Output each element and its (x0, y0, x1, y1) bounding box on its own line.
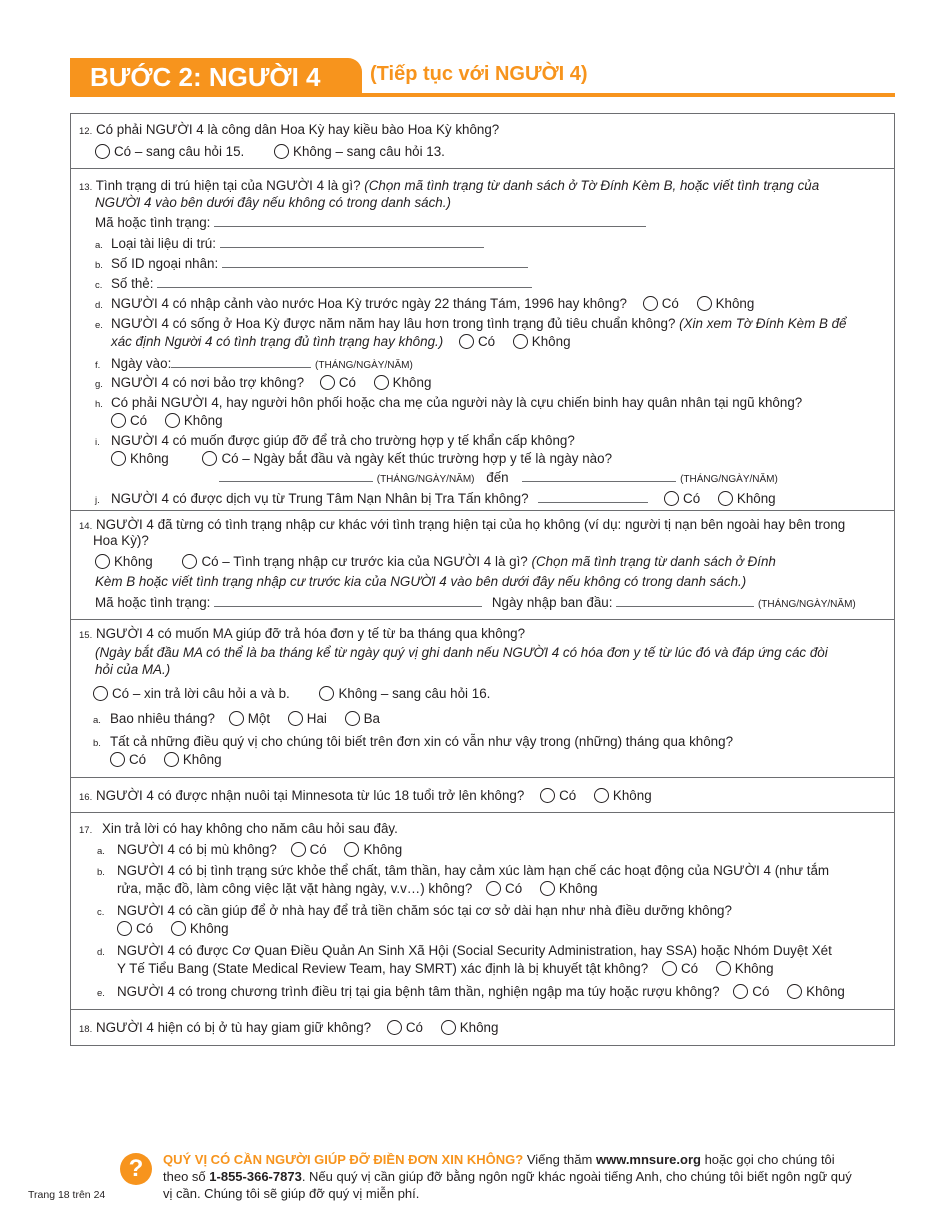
entry-date-field[interactable] (616, 594, 754, 607)
question-13g-text: NGƯỜI 4 có nơi bảo trợ không? (111, 375, 305, 390)
radio-yes[interactable] (95, 144, 110, 159)
question-number: 13. (79, 182, 93, 193)
radio-no-label: Không (183, 413, 223, 428)
radio-no-label: Không (130, 451, 169, 466)
question-17b-text-cont: rửa, mặc đồ, làm công việc lặt vặt hàng ngày, v.v…) không? (117, 881, 473, 896)
code-status-label: Mã hoặc tình trạng: (95, 215, 211, 230)
item-letter: f. (95, 360, 101, 371)
question-text: Tình trạng di trú hiện tại của NGƯỜI 4 là gì? (95, 178, 361, 193)
radio-no[interactable] (164, 752, 179, 767)
radio-no[interactable] (540, 881, 555, 896)
radio-no-label: Không (736, 491, 776, 506)
help-call: hoặc gọi cho chúng tôi theo số (163, 1152, 835, 1184)
radio-no-label: Không (189, 921, 229, 936)
help-notice (163, 1151, 863, 1202)
radio-no[interactable] (513, 334, 528, 349)
radio-yes[interactable] (111, 413, 126, 428)
question-note-cont: Kèm B hoặc viết tình trạng nhập cư trước kia của NGƯỜI 4 vào bên dưới đây nếu không có trong danh sách.) (95, 574, 747, 589)
question-17d-text-cont: Y Tế Tiểu Bang (State Medical Review Team, hay SMRT) xác định là bị khuyết tật không? (117, 961, 649, 976)
help-visit: Viếng thăm (526, 1152, 593, 1167)
radio-yes[interactable] (320, 375, 335, 390)
radio-yes-label: Có – xin trả lời câu hỏi a và b. (112, 686, 290, 701)
radio-no-label: Không (392, 375, 432, 390)
doc-type-field[interactable] (220, 235, 484, 248)
emergency-end-field[interactable] (522, 469, 676, 482)
radio-yes-label: Có (129, 752, 147, 767)
question-note: (Ngày bắt đầu MA có thể là ba tháng kể từ ngày quý vị ghi danh nếu NGƯỜI 4 có hóa đơn y tế từ lúc đó và đáp ứng các đòi (95, 645, 828, 660)
question-13e-note: (Xin xem Tờ Đính Kèm B để (679, 316, 847, 331)
question-17c-text: NGƯỜI 4 có cần giúp để ở nhà hay để trả tiền chăm sóc tại cơ sở dài hạn như nhà điều dưỡng không? (117, 903, 732, 918)
radio-no[interactable] (594, 788, 609, 803)
radio-no[interactable] (787, 984, 802, 999)
radio-yes[interactable] (459, 334, 474, 349)
radio-yes[interactable] (664, 491, 679, 506)
help-website-link[interactable]: www.mnsure.org (595, 1152, 701, 1167)
question-15 (71, 620, 894, 778)
item-letter: h. (95, 399, 103, 410)
question-17 (71, 813, 894, 1010)
radio-no-label: Không – sang câu hỏi 16. (338, 686, 491, 701)
radio-yes[interactable] (733, 984, 748, 999)
question-17d-text: NGƯỜI 4 có được Cơ Quan Điều Quản An Sinh Xã Hội (Social Security Administration, hay SSA) hoặc Nhóm Duyệt Xét (117, 943, 832, 958)
page-number: Trang 18 trên 24 (28, 1189, 106, 1201)
help-heading: QUÝ VỊ CÓ CẦN NGƯỜI GIÚP ĐỠ ĐIỀN ĐƠN XIN KHÔNG? (163, 1152, 524, 1167)
radio-no[interactable] (165, 413, 180, 428)
item-letter: a. (97, 846, 105, 857)
radio-no[interactable] (171, 921, 186, 936)
radio-yes-label: Có – sang câu hỏi 15. (114, 144, 245, 159)
question-16 (71, 778, 894, 813)
radio-yes-label: Có (309, 842, 327, 857)
radio-no-label: Không (806, 984, 845, 999)
question-number: 12. (79, 126, 93, 137)
question-17a-text: NGƯỜI 4 có bị mù không? (117, 842, 277, 857)
item-letter: c. (97, 907, 105, 918)
question-17e-text: NGƯỜI 4 có trong chương trình điều trị tại gia bệnh tâm thần, nghiện ngập ma túy hoặc rượu không? (117, 984, 720, 999)
radio-three[interactable] (345, 711, 360, 726)
radio-no[interactable] (716, 961, 731, 976)
item-letter: b. (95, 260, 103, 271)
doc-type-label: Loại tài liệu di trú: (111, 236, 216, 251)
question-text-cont: Hoa Kỳ)? (93, 533, 149, 548)
item-letter: j. (95, 495, 100, 506)
item-letter: i. (95, 437, 100, 448)
question-number: 15. (79, 630, 93, 641)
radio-yes[interactable] (93, 686, 108, 701)
radio-no-label: Không (182, 752, 222, 767)
radio-no-label: Không (459, 1020, 499, 1035)
radio-yes-label: Có (680, 961, 699, 976)
card-number-label: Số thẻ: (111, 276, 154, 291)
page-subtitle: (Tiếp tục với NGƯỜI 4) (370, 63, 588, 85)
question-number: 18. (79, 1024, 93, 1035)
radio-yes-label: Có (661, 296, 679, 311)
radio-yes[interactable] (117, 921, 132, 936)
radio-no[interactable] (111, 451, 126, 466)
item-letter: d. (95, 300, 103, 311)
date-format-hint: (THÁNG/NGÀY/NĂM) (315, 360, 413, 371)
item-letter: a. (95, 240, 103, 251)
torture-center-field[interactable] (538, 490, 648, 503)
question-18 (71, 1010, 894, 1046)
item-letter: g. (95, 379, 103, 390)
question-12 (71, 114, 894, 169)
radio-yes[interactable] (643, 296, 658, 311)
question-text: Xin trả lời có hay không cho năm câu hỏi sau đây. (101, 821, 398, 836)
radio-no-label: Không (114, 554, 153, 569)
code-status-field[interactable] (214, 214, 646, 227)
radio-no[interactable] (441, 1020, 456, 1035)
radio-no-label: Không (363, 842, 403, 857)
form-table (70, 113, 895, 1046)
radio-yes-label: Có – Tình trạng nhập cư trước kia của NGƯỜI 4 là gì? (201, 554, 528, 569)
to-label: đến (486, 470, 509, 485)
question-note-cont: hỏi của MA.) (95, 662, 171, 677)
question-13i-text: NGƯỜI 4 có muốn được giúp đỡ để trả cho trường hợp y tế khẩn cấp không? (111, 433, 575, 448)
radio-yes[interactable] (182, 554, 197, 569)
radio-no[interactable] (374, 375, 389, 390)
radio-no-label: Không (734, 961, 774, 976)
emergency-start-field[interactable] (219, 469, 373, 482)
radio-yes[interactable] (387, 1020, 402, 1035)
help-question-icon: ? (120, 1153, 152, 1185)
radio-one-label: Một (247, 711, 271, 726)
question-number: 16. (79, 792, 93, 803)
question-13 (71, 169, 894, 511)
code-status-label: Mã hoặc tình trạng: (95, 595, 211, 610)
radio-no[interactable] (344, 842, 359, 857)
header-rule (70, 93, 895, 97)
question-17b-text: NGƯỜI 4 có bị tình trạng sức khỏe thể chất, tâm thần, hay cảm xúc làm hạn chế các hoạt động của NGƯỜI 4 (như tắm (117, 863, 830, 878)
item-letter: b. (93, 738, 101, 749)
radio-no-label: Không (531, 334, 571, 349)
question-number: 14. (79, 521, 93, 532)
radio-yes[interactable] (662, 961, 677, 976)
radio-yes[interactable] (202, 451, 217, 466)
entry-date-label: Ngày vào: (111, 356, 172, 371)
question-note: (Chọn mã tình trạng từ danh sách ở Tờ Đính Kèm B, hoặc viết tình trạng của (364, 178, 820, 193)
radio-no-label: Không (558, 881, 598, 896)
radio-yes-label: Có (130, 413, 148, 428)
radio-no[interactable] (319, 686, 334, 701)
radio-yes[interactable] (486, 881, 501, 896)
radio-yes-label: Có (505, 881, 523, 896)
radio-yes-label: Có (477, 334, 496, 349)
question-text: Có phải NGƯỜI 4 là công dân Hoa Kỳ hay kiều bào Hoa Kỳ không? (95, 122, 500, 137)
radio-yes[interactable] (540, 788, 555, 803)
question-14 (71, 511, 894, 620)
radio-yes-label: Có (338, 375, 356, 390)
help-rest: . Nếu quý vị cần giúp đỡ bằng ngôn ngữ khác ngoài tiếng Anh, cho chúng tôi biết ngôn ngữ quý vị cần. Chúng tôi sẽ giúp đỡ quý vị miễn phí. (163, 1169, 852, 1201)
question-13e-note-cont: xác định Người 4 có tình trạng đủ tình trạng hay không.) (111, 334, 444, 349)
radio-no-label: Không (715, 296, 755, 311)
question-13j-text: NGƯỜI 4 có được dịch vụ từ Trung Tâm Nạn Nhân bị Tra Tấn không? (111, 491, 529, 506)
question-13d-text: NGƯỜI 4 có nhập cảnh vào nước Hoa Kỳ trước ngày 22 tháng Tám, 1996 hay không? (111, 296, 627, 311)
radio-yes-label: Có (559, 788, 577, 803)
item-letter: d. (97, 947, 105, 958)
radio-no[interactable] (274, 144, 289, 159)
item-letter: c. (95, 280, 103, 291)
alien-id-label: Số ID ngoại nhân: (111, 256, 219, 271)
question-15a-text: Bao nhiêu tháng? (110, 711, 215, 726)
radio-yes[interactable] (291, 842, 306, 857)
radio-yes-label: Có (405, 1020, 423, 1035)
question-number: 17. (79, 825, 93, 836)
item-letter: a. (93, 715, 101, 726)
question-text: NGƯỜI 4 đã từng có tình trạng nhập cư khác với tình trạng hiện tại của họ không (ví dụ: người tị nạn bên ngoài hay bên trong (95, 517, 846, 532)
radio-no[interactable] (95, 554, 110, 569)
radio-two-label: Hai (306, 711, 327, 726)
radio-no-label: Không – sang câu hỏi 13. (293, 144, 445, 159)
radio-yes-label: Có (752, 984, 770, 999)
radio-yes-label: Có – Ngày bắt đầu và ngày kết thúc trường hợp y tế là ngày nào? (221, 451, 613, 466)
question-text: NGƯỜI 4 có được nhận nuôi tại Minnesota từ lúc 18 tuổi trở lên không? (95, 788, 525, 803)
radio-no-label: Không (612, 788, 652, 803)
question-note-cont: NGƯỜI 4 vào bên dưới đây nếu không có trong danh sách.) (95, 195, 451, 210)
card-number-field[interactable] (157, 275, 532, 288)
radio-no[interactable] (718, 491, 733, 506)
radio-one[interactable] (229, 711, 244, 726)
date-format-hint: (THÁNG/NGÀY/NĂM) (376, 474, 475, 485)
page-title: BƯỚC 2: NGƯỜI 4 (90, 62, 321, 92)
question-13e-text: NGƯỜI 4 có sống ở Hoa Kỳ được năm năm hay lâu hơn trong tình trạng đủ tiêu chuẩn không? (111, 316, 676, 331)
entry-date-label: Ngày nhập ban đầu: (491, 595, 613, 610)
radio-yes-label: Có (683, 491, 701, 506)
question-text: NGƯỜI 4 hiện có bị ở tù hay giam giữ không? (95, 1020, 372, 1035)
question-note: (Chọn mã tình trạng từ danh sách ở Đính (531, 554, 776, 569)
item-letter: b. (97, 867, 105, 878)
help-phone: 1-855-366-7873 (209, 1169, 302, 1184)
date-format-hint: (THÁNG/NGÀY/NĂM) (680, 474, 778, 485)
radio-two[interactable] (288, 711, 303, 726)
radio-no[interactable] (697, 296, 712, 311)
item-letter: e. (95, 320, 103, 331)
date-format-hint: (THÁNG/NGÀY/NĂM) (757, 599, 856, 610)
entry-date-field[interactable] (171, 355, 311, 368)
radio-three-label: Ba (363, 711, 381, 726)
radio-yes[interactable] (110, 752, 125, 767)
item-letter: e. (97, 988, 105, 999)
alien-id-field[interactable] (222, 255, 528, 268)
question-15b-text: Tất cả những điều quý vị cho chúng tôi biết trên đơn xin có vẫn như vậy trong (những) tháng qua không? (110, 734, 734, 749)
radio-yes-label: Có (136, 921, 154, 936)
code-status-field[interactable] (214, 594, 482, 607)
question-text: NGƯỜI 4 có muốn MA giúp đỡ trả hóa đơn y tế từ ba tháng qua không? (95, 626, 526, 641)
question-13h-text: Có phải NGƯỜI 4, hay người hôn phối hoặc cha mẹ của người này là cựu chiến binh hay quân nhân tại ngũ không? (111, 395, 803, 410)
